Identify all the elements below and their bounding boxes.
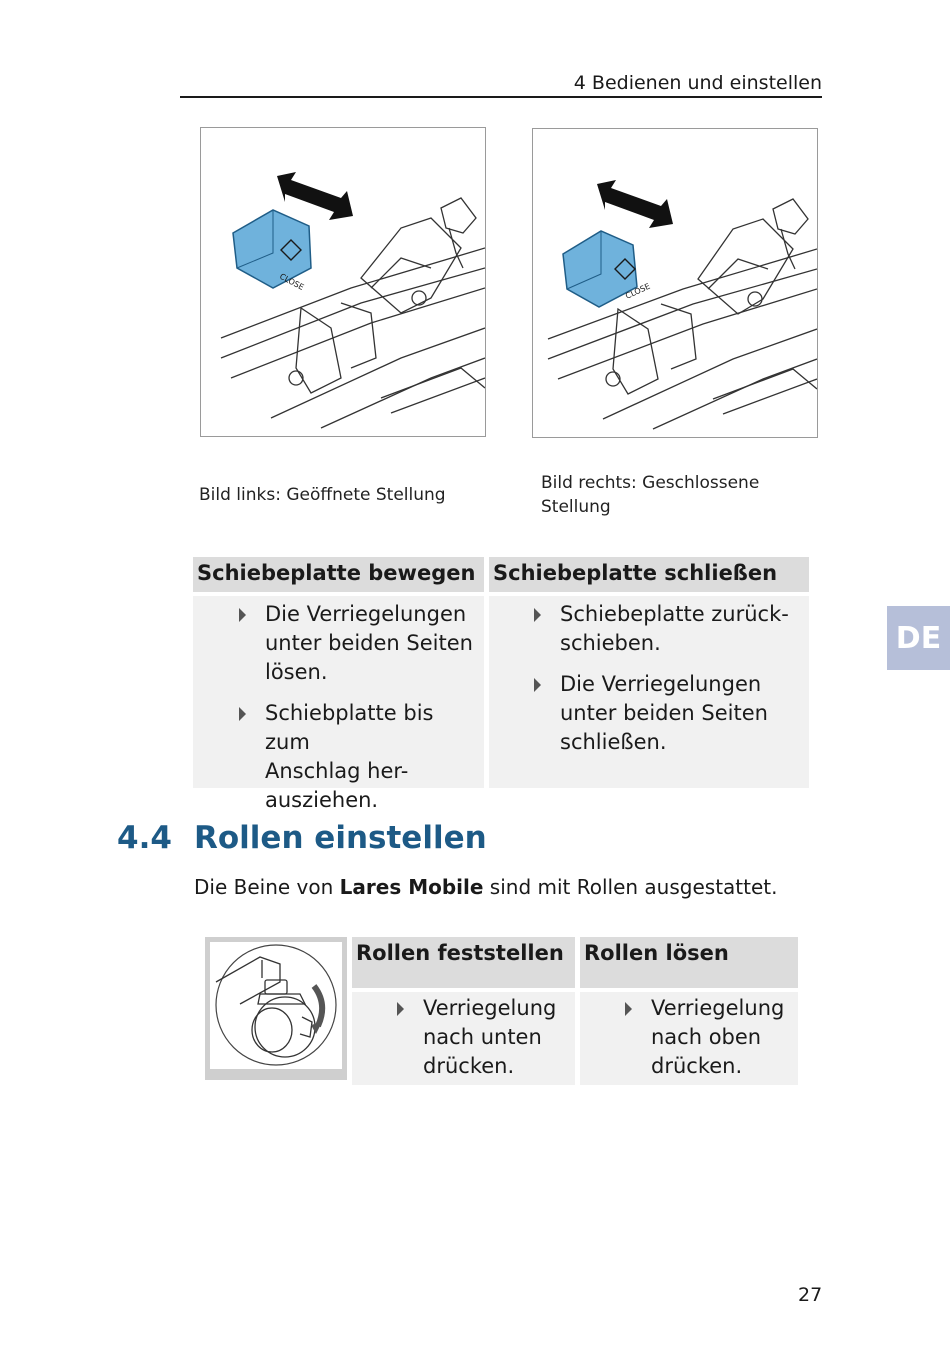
list-item: Verriegelung nach unten drücken.	[423, 994, 575, 1081]
bullet-triangle-icon	[397, 1002, 404, 1016]
caster-figure-frame	[205, 937, 347, 1080]
caption-right-line-2: Stellung	[541, 497, 611, 517]
right-plate-label: CLOSE	[624, 281, 652, 301]
table2-heading-release: Rollen lösen	[580, 937, 798, 988]
bullet-triangle-icon	[239, 608, 246, 622]
list-item: Die Verriegelungen unter beiden Seiten lösen.	[265, 600, 484, 687]
list-item: Verriegelung nach oben drücken.	[651, 994, 798, 1081]
table1-heading-close: Schiebeplatte schließen	[489, 557, 809, 592]
list-item: Schiebplatte bis zum Anschlag her- ausziehen.	[265, 699, 484, 815]
table1-cell-close	[489, 596, 809, 788]
caption-right	[541, 471, 759, 519]
section-number: 4.4	[117, 820, 172, 856]
section-title: Rollen einstellen	[194, 820, 487, 856]
bullet-triangle-icon	[239, 707, 246, 721]
caster-figure	[210, 942, 342, 1069]
table2-cell-lock	[352, 992, 575, 1085]
table2-heading-lock: Rollen feststellen	[352, 937, 575, 988]
figure-closed-position	[532, 128, 818, 438]
table2-cell-release	[580, 992, 798, 1085]
table1-cell-move	[193, 596, 484, 812]
header-rule	[180, 96, 822, 98]
list-item: Schiebeplatte zurück- schieben.	[560, 600, 809, 658]
caption-right-line-1: Bild rechts: Geschlossene	[541, 473, 760, 493]
left-plate-label: CLOSE	[278, 271, 306, 293]
bullet-triangle-icon	[534, 608, 541, 622]
page-number: 27	[798, 1284, 823, 1306]
product-name: Lares Mobile	[339, 875, 484, 899]
section-intro: Die Beine von Lares Mobile sind mit Rollen ausgestattet.	[194, 875, 778, 899]
table1-heading-move: Schiebeplatte bewegen	[193, 557, 484, 592]
bullet-triangle-icon	[534, 678, 541, 692]
figure-open-position	[200, 127, 486, 437]
bullet-triangle-icon	[625, 1002, 632, 1016]
caption-left: Bild links: Geöffnete Stellung	[199, 485, 446, 505]
language-tab: DE	[887, 606, 950, 670]
running-header: 4 Bedienen und einstellen	[573, 72, 822, 94]
list-item: Die Verriegelungen unter beiden Seiten schließen.	[560, 670, 809, 757]
